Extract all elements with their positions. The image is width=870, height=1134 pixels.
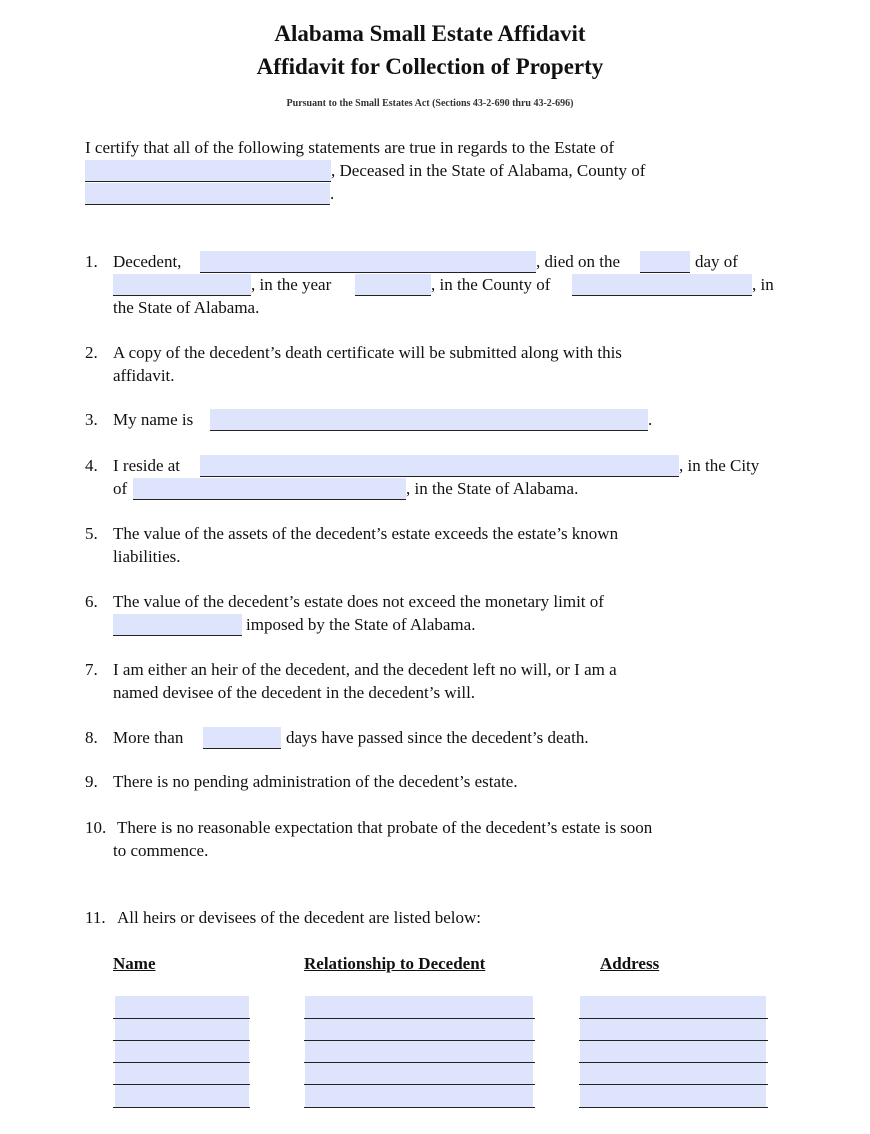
- item-number-8: 8.: [85, 728, 98, 747]
- decedent-name-field[interactable]: [200, 251, 536, 273]
- days-passed-field[interactable]: [203, 727, 281, 749]
- monetary-limit-field[interactable]: [113, 614, 242, 636]
- item5-text-b: liabilities.: [113, 547, 181, 566]
- death-county-field[interactable]: [572, 274, 752, 296]
- heir-relationship-field-1[interactable]: [304, 1018, 535, 1019]
- death-day-field[interactable]: [640, 251, 690, 273]
- item-number-5: 5.: [85, 524, 98, 543]
- item8-text-b: days have passed since the decedent’s death.: [286, 728, 589, 747]
- item6-text-a: The value of the decedent’s estate does not exceed the monetary limit of: [113, 592, 604, 611]
- document-subtitle: Pursuant to the Small Estates Act (Sections 43-2-690 thru 43-2-696): [286, 98, 574, 109]
- affiant-city-field[interactable]: [133, 478, 406, 500]
- item1-text-e: , in the County of: [431, 275, 551, 294]
- item-number-9: 9.: [85, 772, 98, 791]
- item-number-6: 6.: [85, 592, 98, 611]
- document-title-line1: Alabama Small Estate Affidavit: [274, 21, 586, 46]
- heir-address-field-1[interactable]: [579, 1018, 768, 1019]
- county-field[interactable]: [85, 183, 330, 205]
- item1-text-d: , in the year: [251, 275, 332, 294]
- heir-name-field-3[interactable]: [113, 1062, 250, 1063]
- item1-text-c: day of: [695, 252, 738, 271]
- item-number-11: 11.: [85, 908, 106, 927]
- heir-relationship-field-5[interactable]: [304, 1107, 535, 1108]
- item5-text-a: The value of the assets of the decedent’s estate exceeds the estate’s known: [113, 524, 619, 543]
- item3-text-b: .: [648, 410, 653, 429]
- document-title-line2: Affidavit for Collection of Property: [256, 54, 604, 79]
- item1-text-b: , died on the: [536, 252, 621, 271]
- item1-text-a: Decedent,: [113, 252, 182, 271]
- heir-name-field-5[interactable]: [113, 1107, 250, 1108]
- item11-text-a: All heirs or devisees of the decedent are listed below:: [117, 908, 481, 927]
- item-number-4: 4.: [85, 456, 98, 475]
- heir-name-field-2[interactable]: [113, 1040, 250, 1041]
- heirs-col-name-header: Name: [113, 954, 156, 973]
- heir-relationship-field-4[interactable]: [304, 1084, 535, 1085]
- heir-address-field-5[interactable]: [579, 1107, 768, 1108]
- item2-text-a: A copy of the decedent’s death certificate will be submitted along with this: [113, 343, 622, 362]
- item1-text-f: , in: [752, 275, 774, 294]
- item2-text-b: affidavit.: [113, 366, 175, 385]
- death-year-field[interactable]: [355, 274, 431, 296]
- item4-text-c: of: [113, 479, 128, 498]
- heir-name-field-1[interactable]: [113, 1018, 250, 1019]
- item9-text-a: There is no pending administration of the decedent’s estate.: [113, 772, 518, 791]
- heir-address-field-4[interactable]: [579, 1084, 768, 1085]
- item8-text-a: More than: [113, 728, 184, 747]
- item-number-3: 3.: [85, 410, 98, 429]
- heirs-address-column: [580, 996, 766, 1108]
- item-number-1: 1.: [85, 252, 98, 271]
- heirs-name-column: [115, 996, 249, 1108]
- item4-text-a: I reside at: [113, 456, 181, 475]
- intro-line3-period: .: [330, 184, 335, 203]
- estate-name-field[interactable]: [85, 160, 331, 182]
- heir-address-field-3[interactable]: [579, 1062, 768, 1063]
- heir-relationship-field-3[interactable]: [304, 1062, 535, 1063]
- item10-text-a: There is no reasonable expectation that probate of the decedent’s estate is soon: [117, 818, 653, 837]
- heir-address-field-2[interactable]: [579, 1040, 768, 1041]
- item10-text-b: to commence.: [113, 841, 209, 860]
- affiant-name-field[interactable]: [210, 409, 648, 431]
- item7-text-a: I am either an heir of the decedent, and the decedent left no will, or I am a: [113, 660, 617, 679]
- item1-text-g: the State of Alabama.: [113, 298, 260, 317]
- item-number-10: 10.: [85, 818, 107, 837]
- affiant-address-field[interactable]: [200, 455, 679, 477]
- item-number-2: 2.: [85, 343, 98, 362]
- intro-line2: , Deceased in the State of Alabama, County of: [331, 161, 646, 180]
- item7-text-b: named devisee of the decedent in the decedent’s will.: [113, 683, 476, 702]
- intro-line1: I certify that all of the following statements are true in regards to the Estate of: [85, 138, 615, 157]
- heirs-relationship-column: [305, 996, 533, 1108]
- item-number-7: 7.: [85, 660, 98, 679]
- heirs-col-address-header: Address: [600, 954, 660, 973]
- item3-text-a: My name is: [113, 410, 194, 429]
- heirs-col-relationship-header: Relationship to Decedent: [304, 954, 486, 973]
- death-month-field[interactable]: [113, 274, 251, 296]
- item4-text-b: , in the City: [679, 456, 760, 475]
- item6-text-b: imposed by the State of Alabama.: [246, 615, 476, 634]
- item4-text-d: , in the State of Alabama.: [406, 479, 579, 498]
- heir-name-field-4[interactable]: [113, 1084, 250, 1085]
- heir-relationship-field-2[interactable]: [304, 1040, 535, 1041]
